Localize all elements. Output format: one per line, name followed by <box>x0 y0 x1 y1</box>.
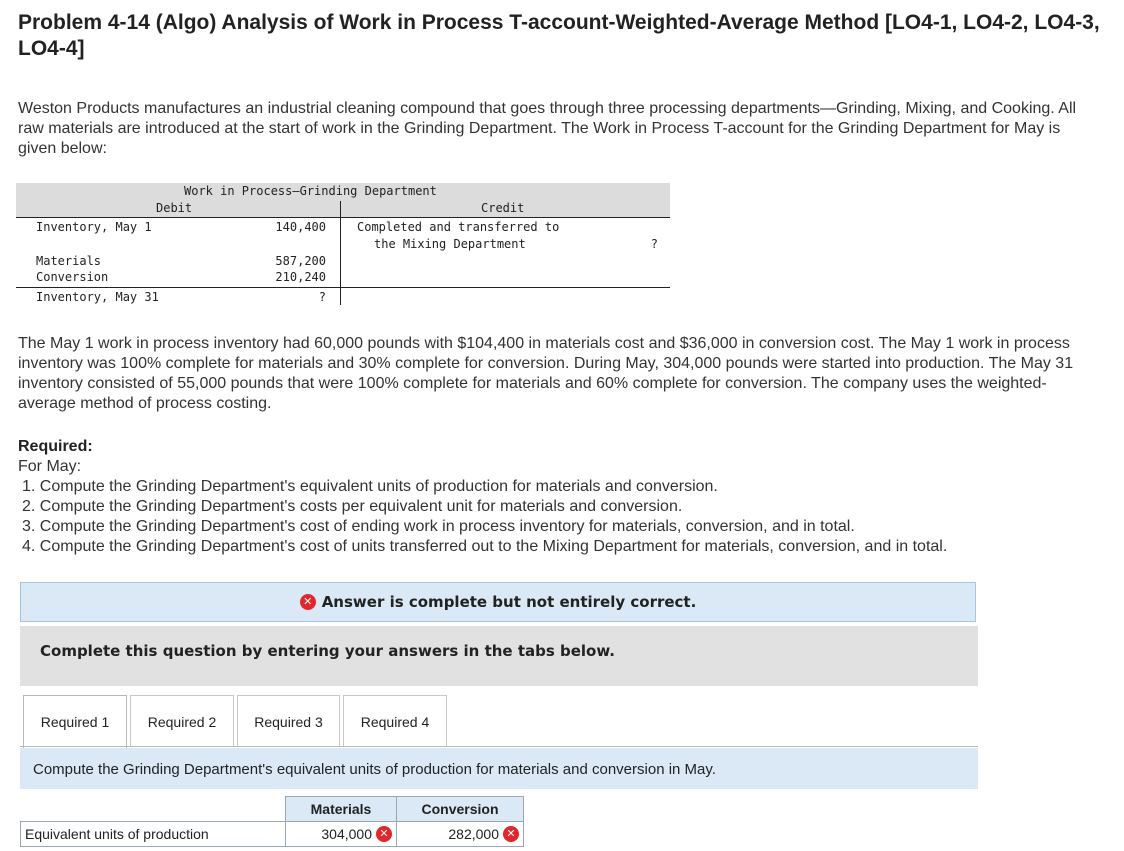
debit-row-label: Conversion <box>36 270 109 284</box>
header-blank <box>21 797 286 822</box>
instruction-text: Complete this question by entering your answers in the tabs below. <box>40 642 615 660</box>
materials-value: 304,000 <box>321 826 372 842</box>
debit-row-amount: 140,400 <box>275 220 326 234</box>
x-circle-icon: ✕ <box>503 826 519 842</box>
debit-row-amount: 210,240 <box>275 270 326 284</box>
t-account-divider <box>340 201 341 305</box>
problem-title: Problem 4-14 (Algo) Analysis of Work in Process T-account-Weighted-Average Method [LO4-1, LO4-2, LO4-3, LO4-4] <box>18 11 1100 60</box>
debit-label: Debit <box>156 201 193 215</box>
credit-label: Credit <box>481 201 525 215</box>
header-conversion: Conversion <box>397 797 524 822</box>
tab-label: Required 1 <box>40 714 110 730</box>
t-account-top-rule <box>16 217 670 218</box>
requirement-item: 1. Compute the Grinding Department's equivalent units of production for materials and conversion. <box>22 478 718 495</box>
conversion-value: 282,000 <box>448 826 499 842</box>
tab-label: Required 3 <box>254 713 323 730</box>
credit-row-line1: Completed and transferred to <box>357 220 560 234</box>
requirement-item: 3. Compute the Grinding Department's cost of ending work in process inventory for materials, conversion, and in total. <box>22 518 855 535</box>
table-row <box>21 822 524 847</box>
x-circle-icon: ✕ <box>300 594 316 610</box>
answer-status-banner <box>20 582 976 622</box>
answer-table <box>20 796 524 847</box>
credit-row-line2: the Mixing Department <box>374 237 526 251</box>
credit-row-amount: ? <box>650 237 658 251</box>
header-materials: Materials <box>286 797 397 822</box>
debit-row-label: Materials <box>36 254 102 268</box>
t-account-title: Work in Process–Grinding Department <box>184 184 437 198</box>
banner-text: Answer is complete but not entirely correct. <box>321 593 697 611</box>
details-paragraph: The May 1 work in process inventory had 60,000 pounds with $104,400 in materials cost and $36,000 in conversion cost. The May 1 work in process inventory was 100% complete for materials and 30% complete for conversion. During May, 304,000 pounds were started into production. The May 31 inventory consisted of 55,000 pounds that were 100% complete for materials and 60% complete for conversion. The company uses the weighted-average method of process costing. <box>18 335 1074 412</box>
t-account-balance-rule <box>16 287 670 288</box>
tab-baseline <box>20 746 978 747</box>
instruction-bar <box>20 626 978 686</box>
tab-required-1[interactable] <box>23 695 127 748</box>
requirement-prompt-text: Compute the Grinding Department's equivalent units of production for materials and conversion in May. <box>33 761 716 778</box>
tab-required-3[interactable] <box>237 695 340 747</box>
tab-label: Required 4 <box>360 713 430 730</box>
intro-paragraph: Weston Products manufactures an industrial cleaning compound that goes through three processing departments—Grinding, Mixing, and Cooking. All raw materials are introduced at the start of work in the Grinding Department. The Work in Process T-account for the Grinding Department for May is given below: <box>18 100 1077 157</box>
debit-row-amount: 587,200 <box>275 254 326 268</box>
tab-required-2[interactable] <box>130 695 234 747</box>
t-account <box>16 183 670 307</box>
debit-row-amount: ? <box>318 290 326 304</box>
answer-table-header <box>21 797 524 822</box>
x-circle-icon: ✕ <box>376 826 392 842</box>
conversion-input[interactable] <box>397 822 524 847</box>
required-heading: Required: <box>18 438 93 455</box>
requirement-item: 2. Compute the Grinding Department's costs per equivalent unit for materials and conversion. <box>22 498 683 515</box>
materials-input[interactable] <box>286 822 397 847</box>
for-may-label: For May: <box>18 458 82 475</box>
debit-row-label: Inventory, May 31 <box>36 290 159 304</box>
requirement-prompt <box>20 748 978 789</box>
tab-required-4[interactable] <box>343 695 447 747</box>
tab-label: Required 2 <box>147 713 217 730</box>
requirement-item: 4. Compute the Grinding Department's cost of units transferred out to the Mixing Department for materials, conversion, and in total. <box>22 538 948 555</box>
row-label: Equivalent units of production <box>21 822 286 847</box>
debit-row-label: Inventory, May 1 <box>36 220 152 234</box>
